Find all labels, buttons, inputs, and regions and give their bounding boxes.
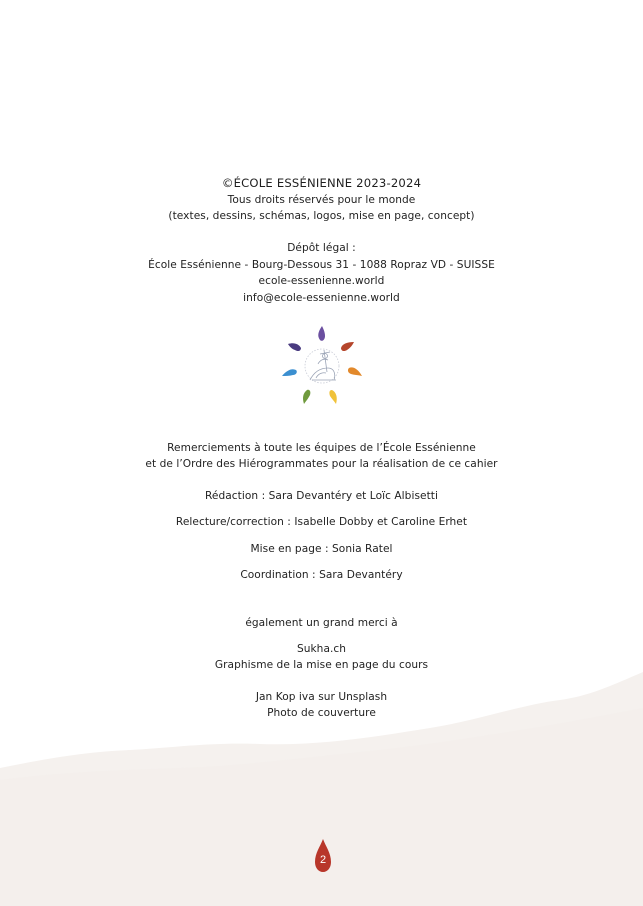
photo-credit: Jan Kop iva sur Unsplash xyxy=(255,691,388,703)
sukha-link[interactable]: Sukha.ch xyxy=(296,643,347,655)
legal-heading: Dépôt légal : xyxy=(287,242,356,254)
email-link[interactable]: info@ecole-essenienne.world xyxy=(243,292,400,304)
website-link[interactable]: ecole-essenienne.world xyxy=(258,275,385,287)
credit-relecture: Relecture/correction : Isabelle Dobby et Caroline Erhet xyxy=(175,516,468,528)
copyright-title: ©ÉCOLE ESSÉNIENNE 2023-2024 xyxy=(221,176,422,190)
credit-mise-en-page: Mise en page : Sonia Ratel xyxy=(250,543,393,555)
thanks-line-2: et de l’Ordre des Hiérogrammates pour la réalisation de ce cahier xyxy=(145,458,498,470)
photo-role: Photo de couverture xyxy=(267,707,376,719)
rights-text: Tous droits réservés pour le monde xyxy=(227,194,416,206)
sukha-role: Graphisme de la mise en page du cours xyxy=(214,659,429,671)
flame-circle-emblem-icon xyxy=(280,324,364,406)
credit-redaction: Rédaction : Sara Devantéry et Loïc Albisetti xyxy=(204,490,438,502)
legal-address: École Essénienne - Bourg-Dessous 31 - 1088 Ropraz VD - SUISSE xyxy=(148,259,495,271)
credit-coordination: Coordination : Sara Devantéry xyxy=(240,569,403,581)
rights-scope: (textes, dessins, schémas, logos, mise en page, concept) xyxy=(168,210,475,222)
thanks-line-1: Remerciements à toute les équipes de l’École Essénienne xyxy=(167,442,476,454)
page-number-badge xyxy=(313,838,333,874)
page-number: 2 xyxy=(319,854,327,866)
also-heading: également un grand merci à xyxy=(245,617,398,629)
